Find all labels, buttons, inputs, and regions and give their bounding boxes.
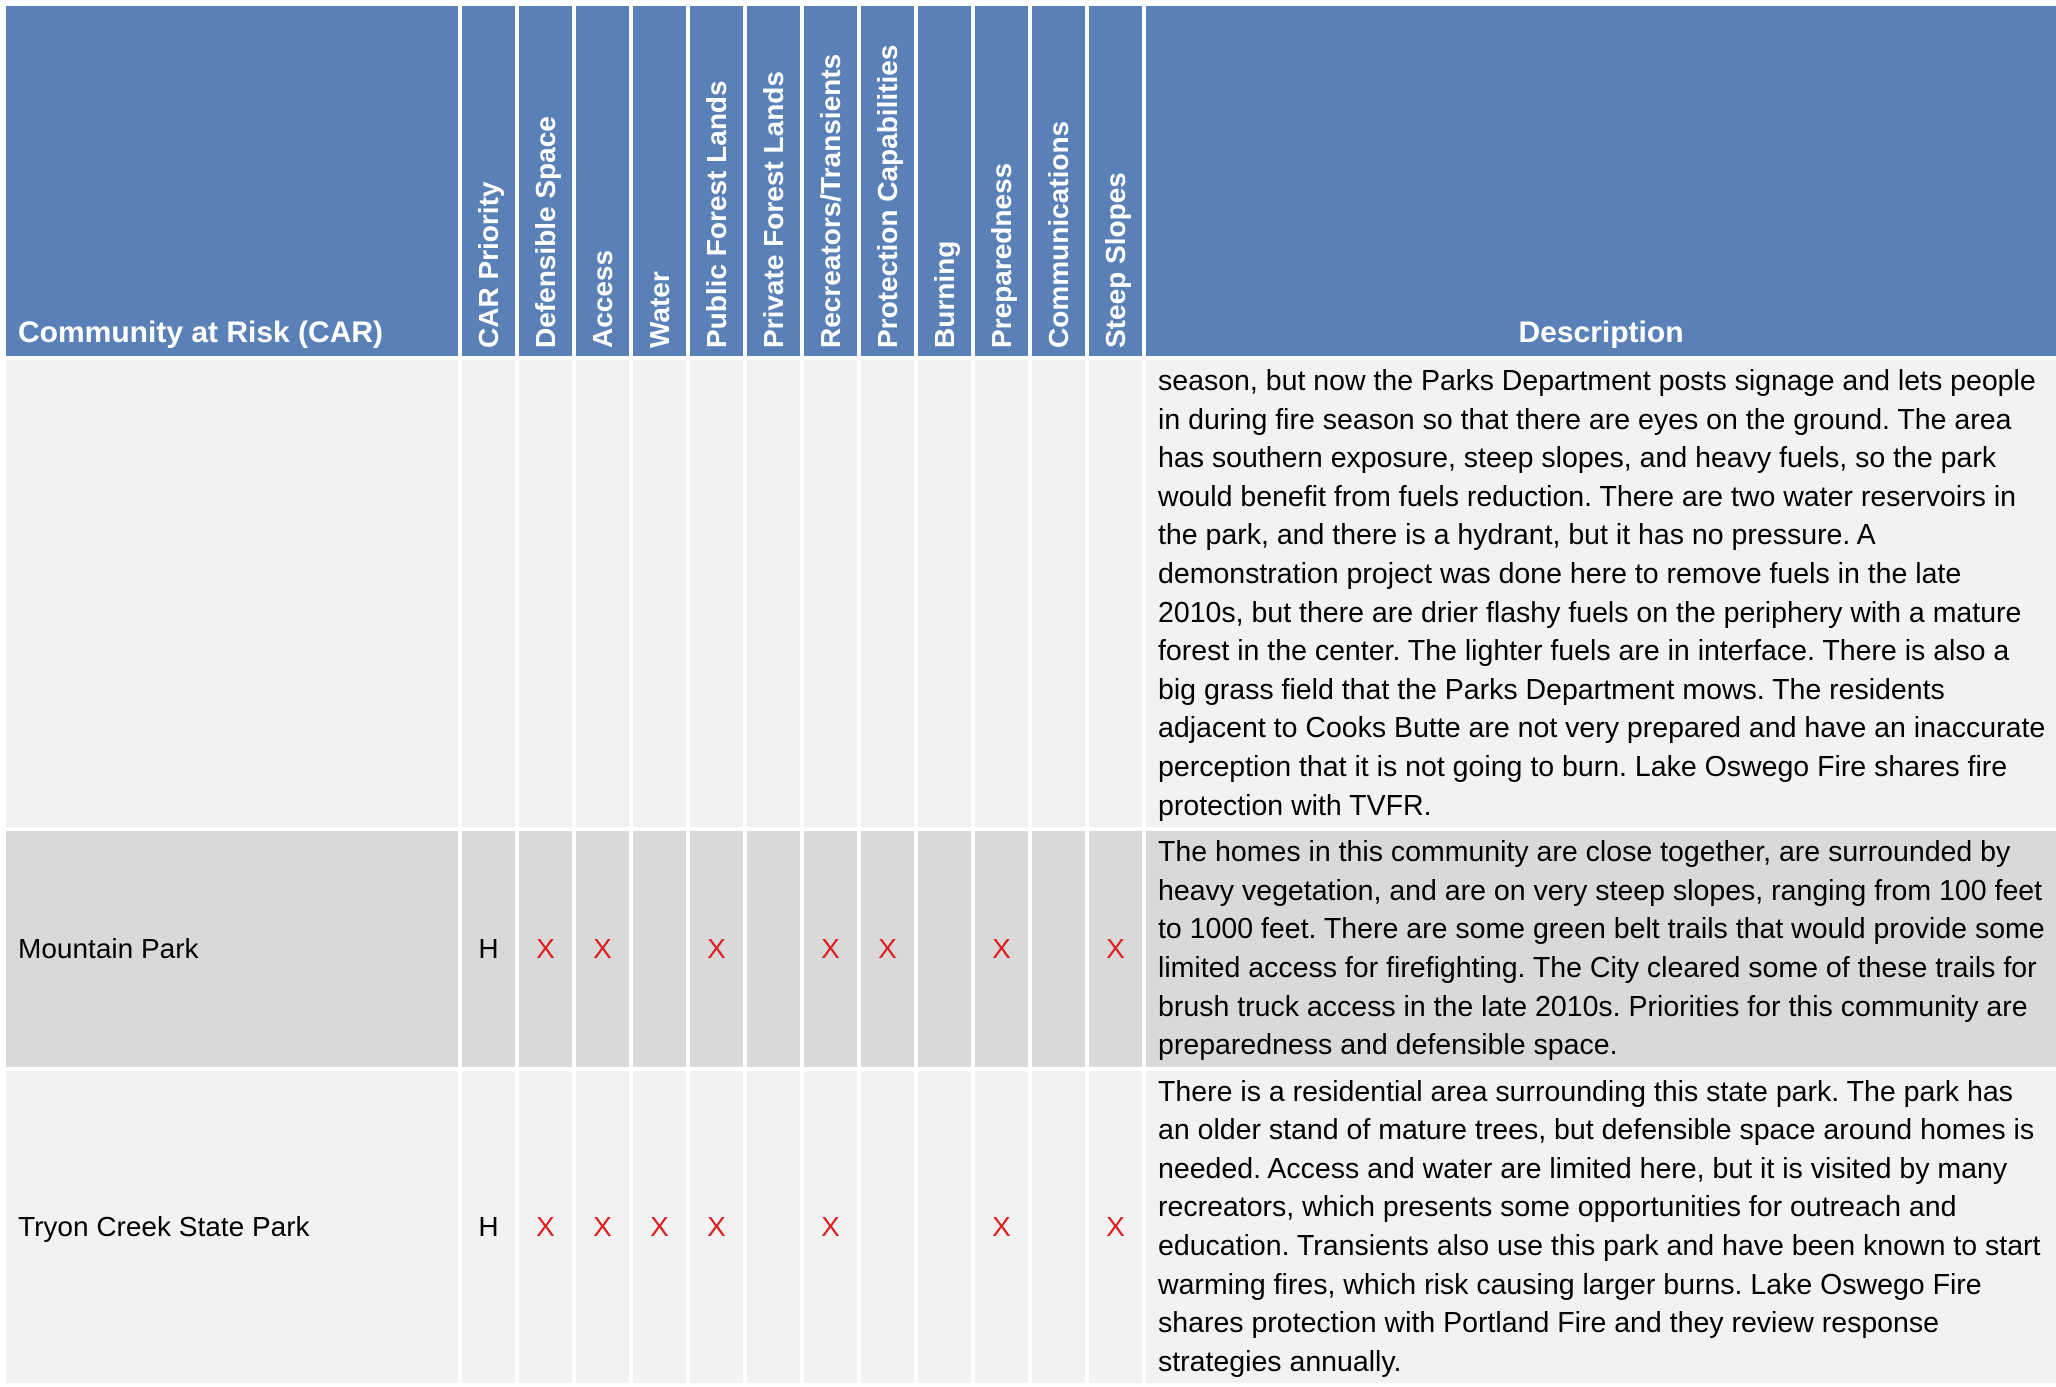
mark-preparedness: X	[975, 1071, 1028, 1384]
mark-protection-capabilities	[861, 360, 914, 827]
table-row	[6, 1071, 2056, 1384]
header-priority: CAR Priority	[462, 6, 515, 356]
mark-communications	[1032, 1071, 1085, 1384]
car-priority	[462, 360, 515, 827]
mark-recreators-transients: X	[804, 831, 857, 1067]
mark-burning	[918, 360, 971, 827]
car-table	[2, 2, 2056, 1387]
mark-defensible-space: X	[519, 831, 572, 1067]
header-row	[6, 6, 2056, 356]
mark-access: X	[576, 831, 629, 1067]
mark-private-forest-lands	[747, 360, 800, 827]
mark-defensible-space	[519, 360, 572, 827]
mark-private-forest-lands	[747, 831, 800, 1067]
header-car: Community at Risk (CAR)	[6, 6, 458, 356]
mark-defensible-space: X	[519, 1071, 572, 1384]
mark-access	[576, 360, 629, 827]
mark-public-forest-lands	[690, 360, 743, 827]
mark-water	[633, 360, 686, 827]
header-protection-capabilities: Protection Capabilities	[861, 6, 914, 356]
mark-steep-slopes	[1089, 360, 1142, 827]
mark-protection-capabilities	[861, 1071, 914, 1384]
mark-steep-slopes: X	[1089, 831, 1142, 1067]
mark-public-forest-lands: X	[690, 831, 743, 1067]
mark-access: X	[576, 1071, 629, 1384]
header-water: Water	[633, 6, 686, 356]
mark-preparedness: X	[975, 831, 1028, 1067]
mark-private-forest-lands	[747, 1071, 800, 1384]
mark-water: X	[633, 1071, 686, 1384]
header-recreators-transients: Recreators/Transients	[804, 6, 857, 356]
car-description: season, but now the Parks Department posts signage and lets people in during fire season so that there are eyes on the ground. The area has southern exposure, steep slopes, and heavy fuels, so the park would benefit from fuels reduction. There are two water reservoirs in the park, and there is a hydrant, but it has no pressure. A demonstration project was done here to remove fuels in the late 2010s, but there are drier flashy fuels on the periphery with a mature forest in the center. The lighter fuels are in interface. There is also a big grass field that the Parks Department mows. The residents adjacent to Cooks Butte are not very prepared and have an inaccurate perception that it is not going to burn. Lake Oswego Fire shares fire protection with TVFR.	[1146, 360, 2056, 827]
mark-water	[633, 831, 686, 1067]
header-private-forest-lands: Private Forest Lands	[747, 6, 800, 356]
header-communications: Communications	[1032, 6, 1085, 356]
mark-steep-slopes: X	[1089, 1071, 1142, 1384]
mark-recreators-transients	[804, 360, 857, 827]
mark-public-forest-lands: X	[690, 1071, 743, 1384]
mark-burning	[918, 831, 971, 1067]
mark-recreators-transients: X	[804, 1071, 857, 1384]
header-preparedness: Preparedness	[975, 6, 1028, 356]
table-row	[6, 360, 2056, 827]
table-row	[6, 831, 2056, 1067]
car-description: The homes in this community are close together, are surrounded by heavy vegetation, and are on very steep slopes, ranging from 100 feet to 1000 feet. There are some green belt trails that would provide some limited access for firefighting. The City cleared some of these trails for brush truck access in the late 2010s. Priorities for this community are preparedness and defensible space.	[1146, 831, 2056, 1067]
car-name	[6, 360, 458, 827]
mark-communications	[1032, 831, 1085, 1067]
mark-burning	[918, 1071, 971, 1384]
car-priority: H	[462, 1071, 515, 1384]
header-description: Description	[1146, 6, 2056, 356]
car-name: Mountain Park	[6, 831, 458, 1067]
mark-protection-capabilities: X	[861, 831, 914, 1067]
header-defensible-space: Defensible Space	[519, 6, 572, 356]
header-access: Access	[576, 6, 629, 356]
mark-communications	[1032, 360, 1085, 827]
mark-preparedness	[975, 360, 1028, 827]
header-public-forest-lands: Public Forest Lands	[690, 6, 743, 356]
car-priority: H	[462, 831, 515, 1067]
car-name: Tryon Creek State Park	[6, 1071, 458, 1384]
car-description: There is a residential area surrounding this state park. The park has an older stand of mature trees, but defensible space around homes is needed. Access and water are limited here, but it is visited by many recreators, which presents some opportunities for outreach and education. Transients also use this park and have been known to start warming fires, which risk causing larger burns. Lake Oswego Fire shares protection with Portland Fire and they review response strategies annually.	[1146, 1071, 2056, 1384]
header-steep-slopes: Steep Slopes	[1089, 6, 1142, 356]
header-burning: Burning	[918, 6, 971, 356]
